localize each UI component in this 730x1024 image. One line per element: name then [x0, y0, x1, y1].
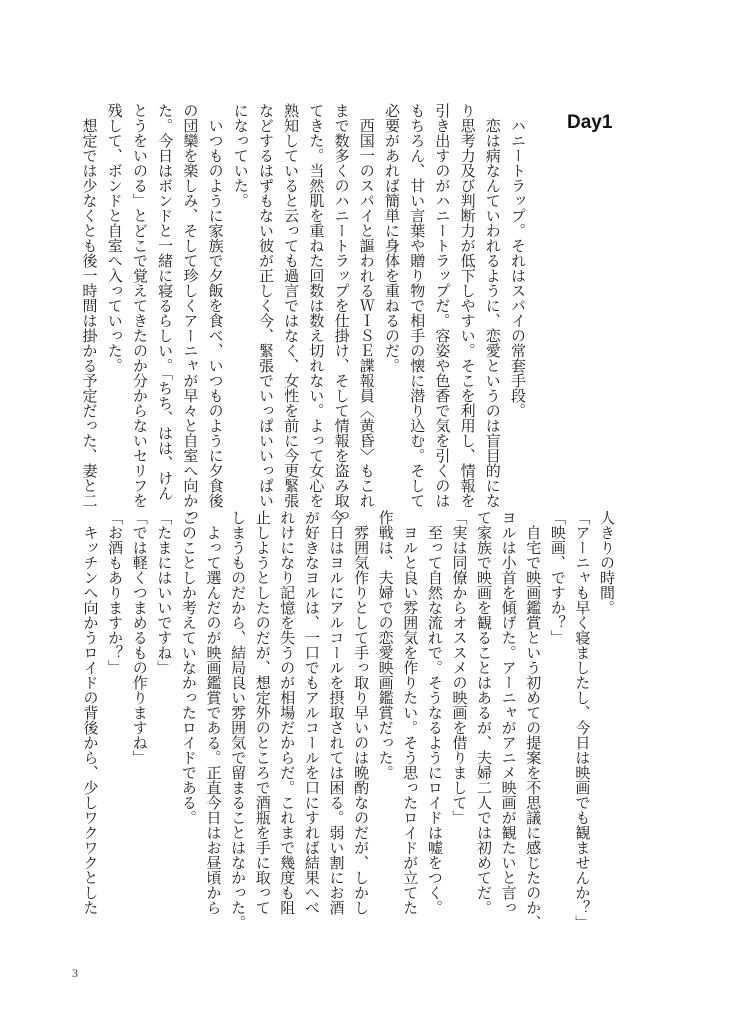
text-line: になっていた。 [231, 103, 250, 208]
text-line: 「実は同僚からオススメの映画を借りまして」 [450, 510, 469, 825]
text-line: 「お酒もありますか？」 [106, 510, 125, 675]
text-line: 作戦は、夫婦での恋愛映画鑑賞だった。 [376, 510, 395, 780]
text-line: しまうものだから、結局良い雰囲気で留まることはなかった。 [229, 510, 248, 930]
text-line: もちろん、甘い言葉や贈り物で相手の懐に潜り込む。そして [408, 103, 427, 508]
text-line: ヨルと良い雰囲気を作りたい。そう思ったロイドが立てた [401, 510, 420, 915]
text-line: よって選んだのが映画鑑賞である。正直今日はお昼頃から [204, 510, 223, 915]
text-line: このことしか考えていなかったロイドである。 [179, 510, 198, 825]
text-line: 今日はヨルにアルコールを摂取されては困る。弱い割にお酒 [327, 510, 346, 915]
text-line: 「映画、ですか？」 [548, 510, 567, 645]
page-number: 3 [72, 966, 78, 980]
text-line: て家族で映画を観ることはあるが、夫婦二人では初めてだ。 [475, 510, 494, 915]
text-line: た。今日はボンドと一緒に寝るらしい。「ちち、はは、けん [156, 103, 175, 501]
text-line: いつものように家族で夕飯を食べ、いつものように夕食後 [206, 103, 225, 508]
text-line: 残して、ボンドと自室へ入っていった。 [105, 103, 124, 373]
text-line: 雰囲気作りとして手っ取り早いのは晩酌なのだが、しかし [352, 510, 371, 915]
text-line: が好きなヨルは、一口でもアルコールを口にすれば結果へべ [302, 510, 321, 915]
text-line: れけになり記憶を失うのが相場だからだ。これまで幾度も阻 [278, 510, 297, 915]
text-line: とうをいのる」とどこで覚えてきたのか分からないセリフを [130, 103, 149, 508]
text-line: ヨルは小首を傾げた。アーニャがアニメ映画が観たいと言っ [499, 510, 518, 915]
chapter-title: Day1 [567, 112, 613, 133]
text-line: 恋は病なんていわれるように、恋愛というのは盲目的にな [483, 103, 502, 508]
text-line: 西国一のスパイと謳われるＷＩＳＥ諜報員〈黄昏〉もこれ [357, 103, 376, 508]
text-line: などするはずもない彼が正しく今、緊張でいっぱいいっぱい [256, 103, 275, 508]
text-line: 「では軽くつまめるもの作りますね」 [130, 510, 149, 765]
text-line: 「たまにはいいですね」 [155, 510, 174, 675]
text-line: 必要があれば簡単に身体を重ねるのだ。 [382, 103, 401, 373]
text-block-bottom [78, 510, 619, 940]
text-line: キッチンへ向かうロイドの背後から、少しワクワクとした [81, 510, 100, 915]
text-block-top [76, 103, 530, 523]
text-line: 引き出すのがハニートラップだ。容姿や色香で気を引くのは [433, 103, 452, 508]
text-line: 止しようとしたのだが、想定外のところで酒瓶を手に取って [253, 510, 272, 915]
text-line: 「アーニャも早く寝ましたし、今日は映画でも観ませんか？」 [573, 510, 592, 930]
text-line: まで数多くのハニートラップを仕掛け、そして情報を盗み取っ [332, 103, 351, 523]
text-line: り思考力及び判断力が低下しやすい。そこを利用し、情報を [458, 103, 477, 508]
text-line: の団欒を楽しみ、そして珍しくアーニャが早々と自室へ向かっ [181, 103, 200, 523]
text-line: 熟知していると云っても過言ではなく、女性を前に今更緊張 [282, 103, 301, 508]
text-line: ハニートラップ。それはスパイの常套手段。 [509, 103, 527, 418]
text-line: 至って自然な流れで。そうなるようにロイドは嘘をつく。 [425, 510, 444, 915]
text-line: 想定では少なくとも後一時間は掛かる予定だった、妻と二 [80, 103, 99, 508]
text-line: 自宅で映画鑑賞という初めての提案を不思議に感じたのか、 [524, 510, 543, 930]
text-line: 人きりの時間。 [598, 510, 616, 615]
text-line: てきた。当然肌を重ねた回数は数え切れない。よって女心を [307, 103, 326, 508]
